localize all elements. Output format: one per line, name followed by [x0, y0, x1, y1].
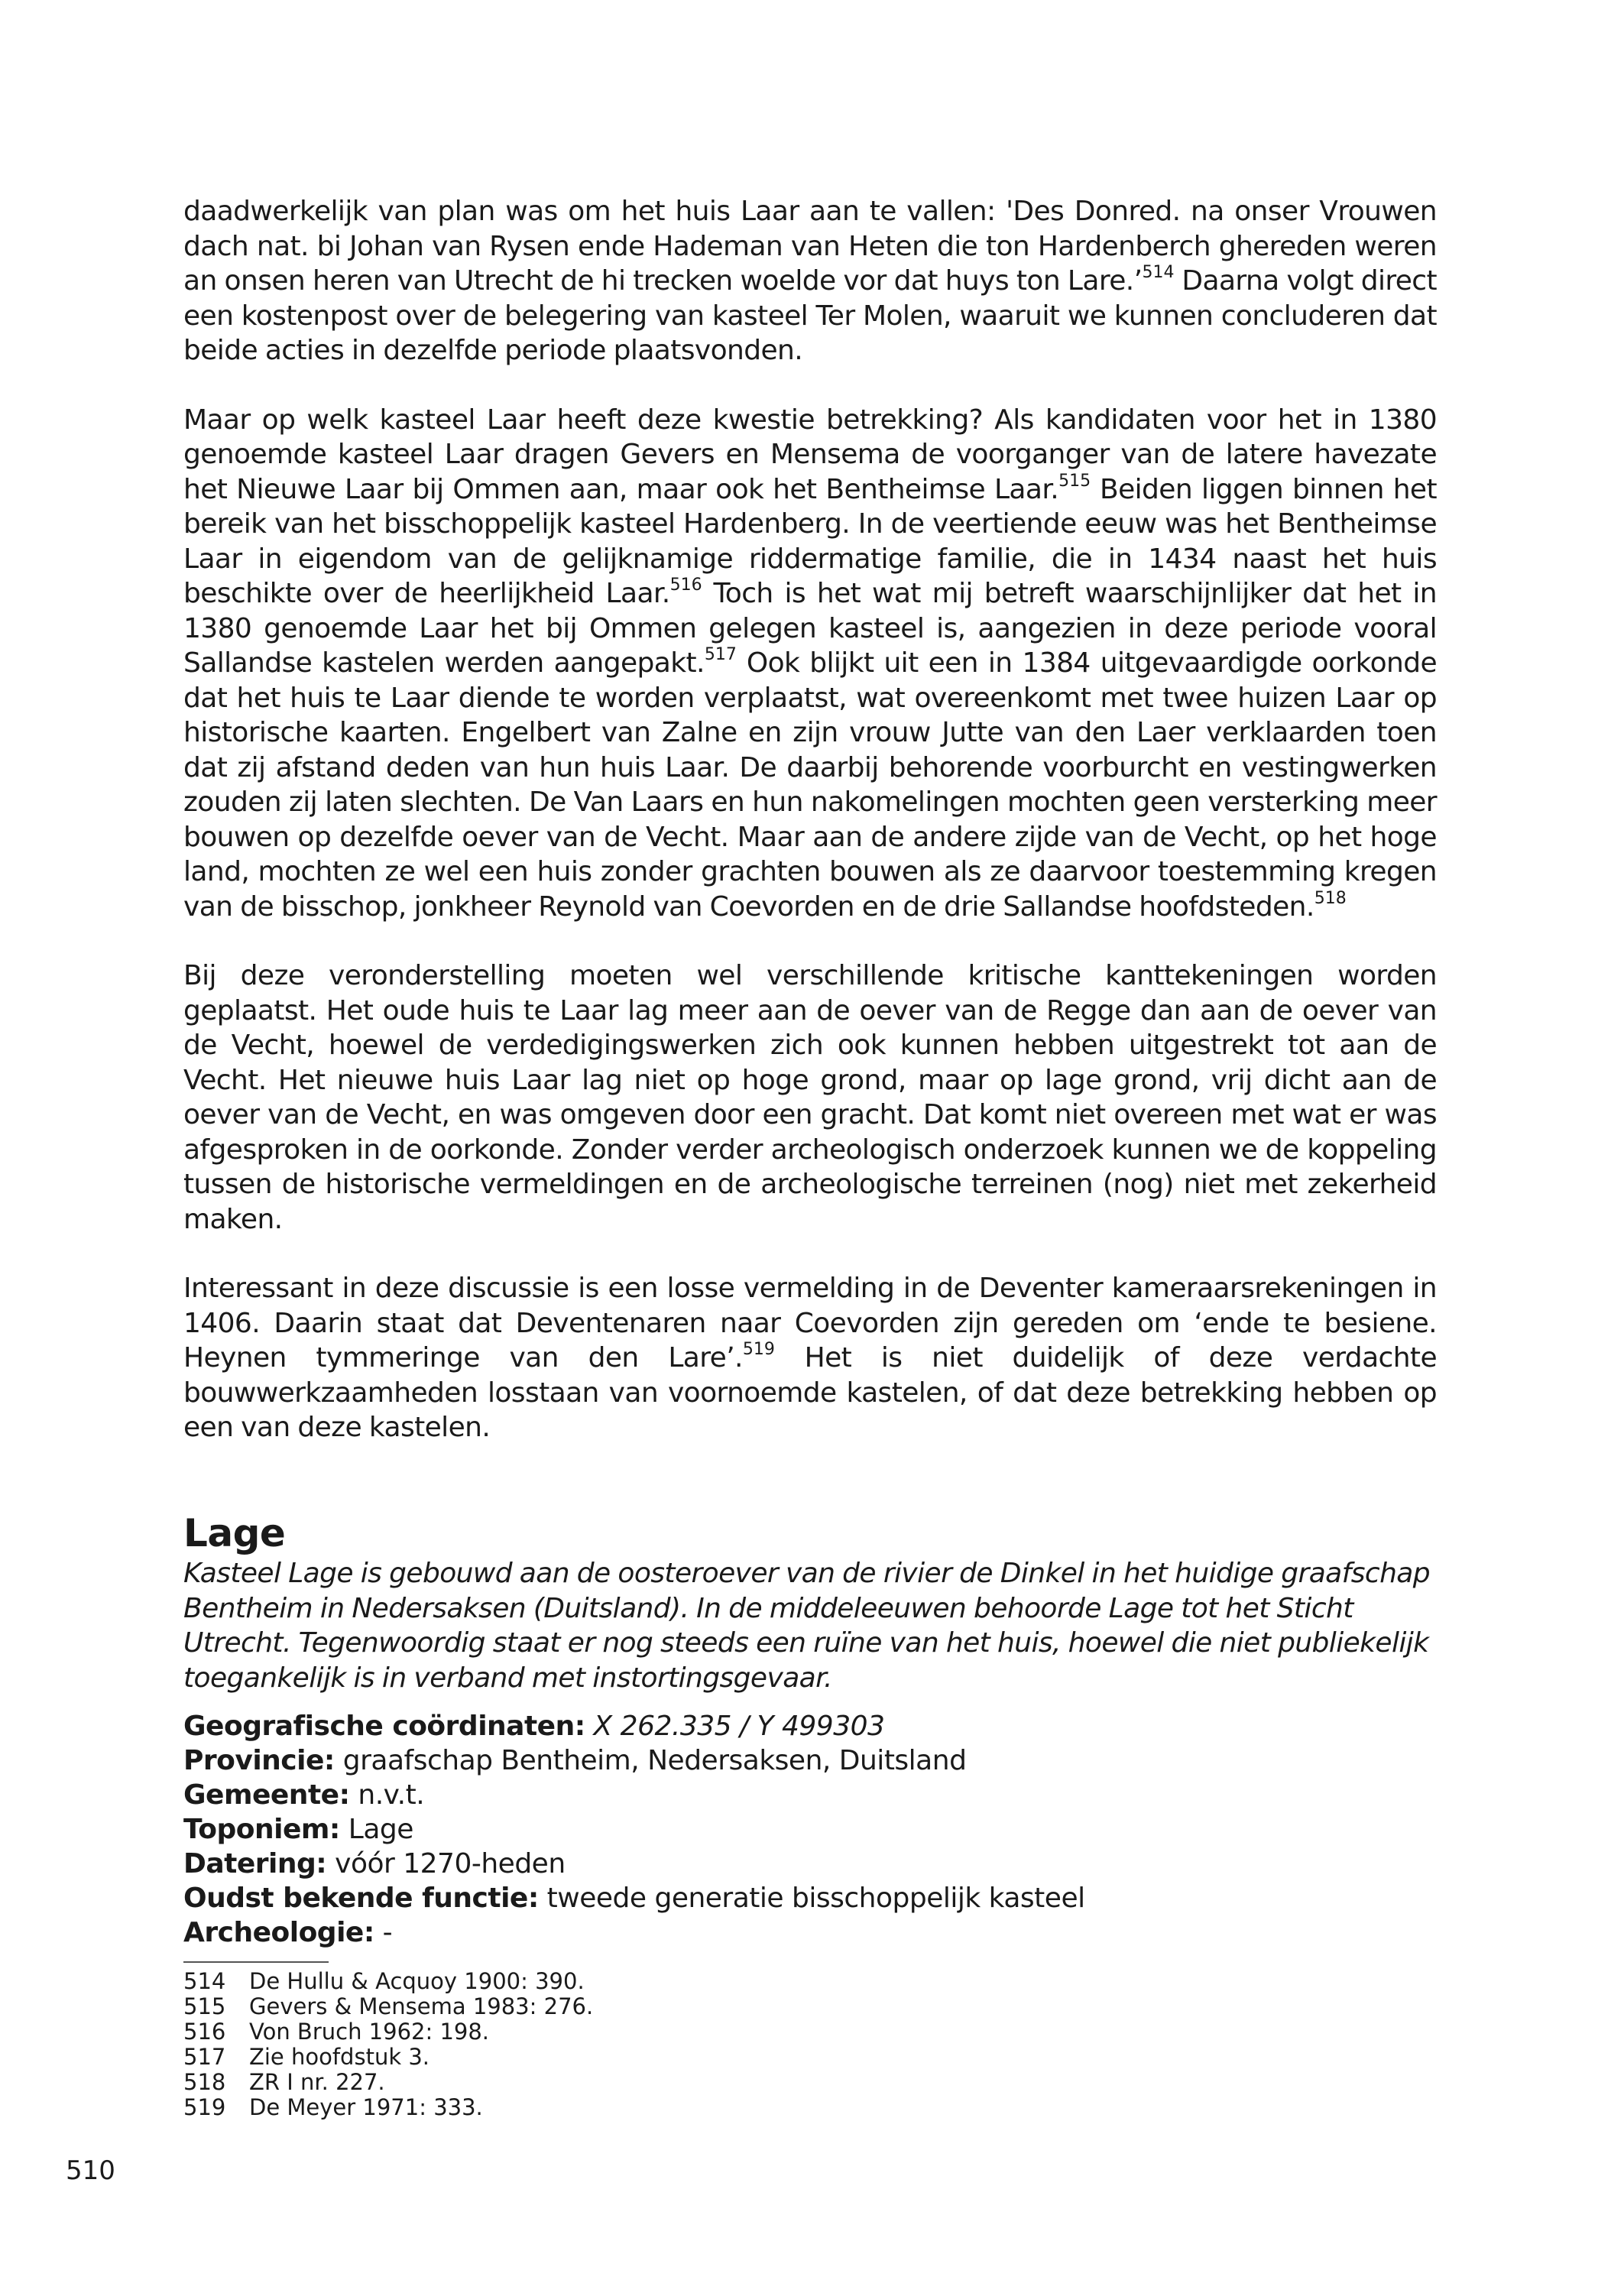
- paragraph-text: Interessant in deze discussie is een losse vermelding in de Deventer kameraarsrekeningen in 1406. Daarin staat dat Deventenaren naar Coevorden zijn gereden om ‘ende te besiene. Heynen tymmeringe van den Lare’.: [183, 1273, 1437, 1374]
- fact-province: [183, 1743, 1437, 1778]
- fact-value: Lage: [339, 1814, 413, 1845]
- fact-value: graafschap Bentheim, Nedersaksen, Duitsland: [334, 1745, 967, 1776]
- paragraph-text: Beiden liggen binnen het bereik van het bisschoppelijk kasteel Hardenberg. In de veertiende eeuw was het Bentheimse Laar in eigendom van de gelijknamige riddermatige familie, die in 1434 naast het huis beschikte over de heerlijkheid Laar.: [183, 473, 1437, 609]
- paragraph-text: Het is niet duidelijk of deze verdachte bouwwerkzaamheden losstaan van voornoemde kastelen, of dat deze betrekking hebben op een van deze kastelen.: [183, 1342, 1437, 1443]
- paragraph-text: Daarna volgt direct een kostenpost over de belegering van kasteel Ter Molen, waaruit we kunnen concluderen dat beide acties in dezelfde periode plaatsvonden.: [183, 265, 1438, 366]
- footnote: [183, 2070, 593, 2095]
- fact-label: Oudst bekende functie:: [183, 1883, 539, 1914]
- facts-list: [183, 1709, 1437, 1950]
- footnote-number: 515: [183, 1993, 226, 2019]
- body-text: [183, 194, 1437, 1445]
- fact-toponym: [183, 1812, 1437, 1847]
- paragraph: [183, 403, 1437, 925]
- paragraph: [183, 194, 1437, 368]
- footnote-text: Zie hoofdstuk 3.: [249, 2044, 430, 2070]
- fact-value: -: [374, 1917, 393, 1948]
- section-title: Lage: [183, 1511, 286, 1555]
- footnote-ref: 516: [669, 576, 702, 595]
- fact-dating: [183, 1847, 1437, 1881]
- paragraph: Bij deze veronderstelling moeten wel verschillende kritische kanttekeningen worden geplaatst. Het oude huis te Laar lag meer aan de oever van de Regge dan aan de oever van de Vecht, hoewel de verdedigingswerken zich ook kunnen hebben uitgestrekt tot aan de Vecht. Het nieuwe huis Laar lag niet op hoge grond, maar op lage grond, vrij dicht aan de oever van de Vecht, en was omgeven door een gracht. Dat komt niet overeen met wat er was afgesproken in de oorkonde. Zonder verder archeologisch onderzoek kunnen we de koppeling tussen de historische vermeldingen en de archeologische terreinen (nog) niet met zekerheid maken.: [183, 960, 1437, 1235]
- footnote-number: 519: [183, 2094, 226, 2120]
- footnote: [183, 1994, 593, 2019]
- footnote-ref: 517: [704, 645, 737, 664]
- paragraph-text: Ook blijkt uit een in 1384 uitgevaardigde oorkonde dat het huis te Laar diende te worden verplaatst, wat overeenkomt met twee huizen Laar op historische kaarten. Engelbert van Zalne en zijn vrouw Jutte van den Laer verklaarden toen dat zij afstand deden van hun huis Laar. De daarbij behorende voorburcht en vestingwerken zouden zij laten slechten. De Van Laars en hun nakomelingen mochten geen versterking meer bouwen op dezelfde oever van de Vecht. Maar aan de andere zijde van de Vecht, op het hoge land, mochten ze wel een huis zonder grachten bouwen als ze daarvoor toestemming kregen van de bisschop, jonkheer Reynold van Coevorden en de drie Sallandse hoofdsteden.: [183, 647, 1438, 923]
- footnote-text: Gevers & Mensema 1983: 276.: [249, 1993, 594, 2019]
- fact-value: tweede generatie bisschoppelijk kasteel: [538, 1883, 1085, 1914]
- paragraph-text: Maar op welk kasteel Laar heeft deze kwestie betrekking? Als kandidaten voor het in 1380 genoemde kasteel Laar dragen Gevers en Mensema de voorganger van de latere havezate het Nieuwe Laar bij Ommen aan, maar ook het Bentheimse Laar.: [183, 404, 1437, 505]
- footnote-number: 516: [183, 2019, 226, 2045]
- footnote-ref: 518: [1314, 888, 1347, 908]
- fact-function: [183, 1881, 1437, 1915]
- footnote: [183, 2095, 593, 2120]
- paragraph-text: Toch is het wat mij betreft waarschijnlijker dat het in 1380 genoemde Laar het bij Ommen gelegen kasteel is, aangezien in deze periode vooral Sallandse kastelen werden aangepakt.: [183, 578, 1437, 679]
- section-intro: Kasteel Lage is gebouwd aan de oosteroever van de rivier de Dinkel in het huidige graafschap Bentheim in Nedersaksen (Duitsland). In de middeleeuwen behoorde Lage tot het Sticht Utrecht. Tegenwoordig staat er nog steeds een ruïne van het huis, hoewel die niet publiekelijk toegankelijk is in verband met instortingsgevaar.: [183, 1558, 1430, 1694]
- footnote-number: 517: [183, 2044, 226, 2070]
- fact-archaeology: [183, 1915, 1437, 1950]
- fact-value: n.v.t.: [349, 1779, 425, 1811]
- footnote: [183, 1969, 593, 1994]
- fact-value: X 262.335 / Y 499303: [585, 1711, 885, 1742]
- fact-label: Geografische coördinaten:: [183, 1711, 585, 1742]
- footnote-text: De Meyer 1971: 333.: [249, 2094, 483, 2120]
- paragraph: [183, 1271, 1437, 1445]
- fact-municipality: [183, 1778, 1437, 1812]
- footnote-number: 514: [183, 1968, 226, 1994]
- fact-value: vóór 1270-heden: [326, 1848, 566, 1879]
- fact-label: Gemeente:: [183, 1779, 350, 1811]
- footnote-text: ZR I nr. 227.: [249, 2069, 385, 2095]
- footnote-ref: 519: [742, 1340, 775, 1359]
- fact-label: Archeologie:: [183, 1917, 374, 1948]
- footnote-divider: [183, 1961, 329, 1963]
- footnote-ref: 515: [1058, 471, 1091, 491]
- footnote-ref: 514: [1142, 263, 1175, 282]
- fact-coordinates: [183, 1709, 1437, 1743]
- fact-label: Datering:: [183, 1848, 327, 1879]
- fact-label: Provincie:: [183, 1745, 335, 1776]
- page-number: 510: [66, 2155, 115, 2186]
- footnotes: [183, 1969, 593, 2120]
- footnote-text: Von Bruch 1962: 198.: [249, 2019, 490, 2045]
- footnote-text: De Hullu & Acquoy 1900: 390.: [249, 1968, 585, 1994]
- paragraph-text: daadwerkelijk van plan was om het huis Laar aan te vallen: 'Des Donred. na onser Vrouwen dach nat. bi Johan van Rysen ende Hademan van Heten die ton Hardenberch ghereden weren an onsen heren van Utrecht de hi trecken woelde vor dat huys ton Lare.’: [183, 196, 1437, 297]
- footnote-number: 518: [183, 2069, 226, 2095]
- footnote: [183, 2045, 593, 2070]
- fact-label: Toponiem:: [183, 1814, 340, 1845]
- footnote: [183, 2019, 593, 2045]
